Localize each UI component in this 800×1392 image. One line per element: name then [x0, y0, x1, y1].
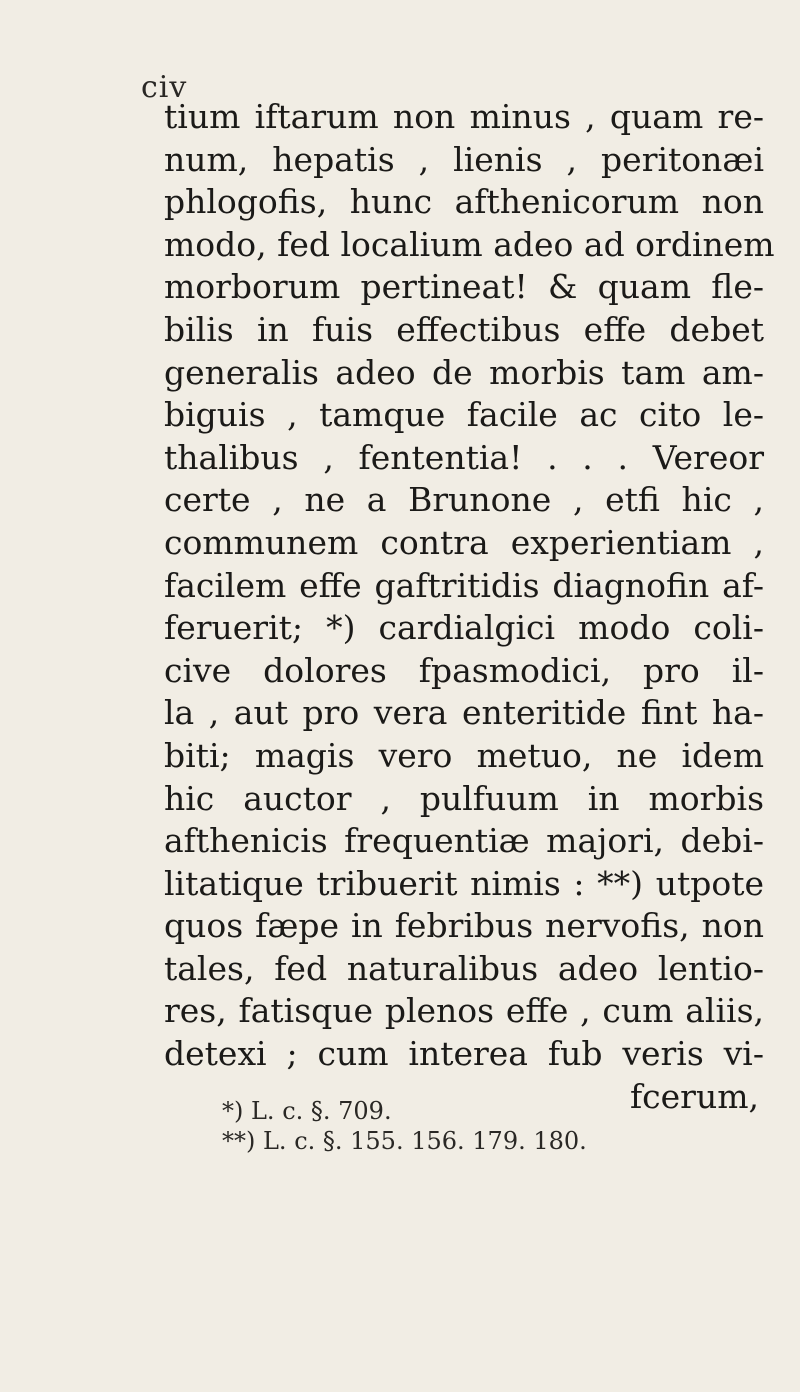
- text-line: la , aut pro vera enteritide fint ha-: [164, 693, 764, 733]
- text-line: res, fatisque plenos effe , cum aliis,: [164, 991, 764, 1031]
- text-line: cive dolores fpasmodici, pro il-: [164, 650, 764, 690]
- text-line: hic auctor , pulfuum in morbis: [164, 778, 764, 818]
- text-line: certe , ne a Brunone , etfi hic ,: [164, 480, 764, 520]
- page-number: civ: [141, 70, 188, 105]
- text-line: biti; magis vero metuo, ne idem: [164, 735, 764, 775]
- text-line: fcerum,: [629, 1076, 759, 1116]
- text-line: generalis adeo de morbis tam am-: [164, 352, 764, 392]
- text-line: modo, fed localium adeo ad ordinem: [164, 224, 775, 264]
- footnotes: [222, 1096, 662, 1156]
- text-line: afthenicis frequentiæ majori, debi-: [164, 821, 764, 861]
- text-line: morborum pertineat! & quam fle-: [164, 267, 764, 307]
- text-line: phlogofis, hunc afthenicorum non: [164, 182, 764, 222]
- text-line: communem contra experientiam ,: [164, 522, 764, 562]
- text-line: tales, fed naturalibus adeo lentio-: [164, 948, 764, 988]
- body-text: [164, 96, 775, 1118]
- text-line: thalibus , fententia! . . . Vereor: [164, 437, 764, 477]
- text-line: biguis , tamque facile ac cito le-: [164, 395, 764, 435]
- text-line: num, hepatis , lienis , peritonæi: [164, 139, 764, 179]
- footnote: **) L. c. §. 155. 156. 179. 180.: [222, 1127, 587, 1155]
- text-line: feruerit; *) cardialgici modo coli-: [164, 608, 764, 648]
- text-line: litatique tribuerit nimis : **) utpote: [164, 863, 764, 903]
- footnote: *) L. c. §. 709.: [222, 1097, 392, 1125]
- text-line: detexi ; cum interea fub veris vi-: [164, 1034, 764, 1074]
- text-line: quos fæpe in febribus nervofis, non: [164, 906, 764, 946]
- text-line: facilem effe gaftritidis diagnofin af-: [164, 565, 764, 605]
- text-line: tium iftarum non minus , quam re-: [164, 97, 764, 136]
- text-line: bilis in fuis effectibus effe debet: [164, 309, 764, 349]
